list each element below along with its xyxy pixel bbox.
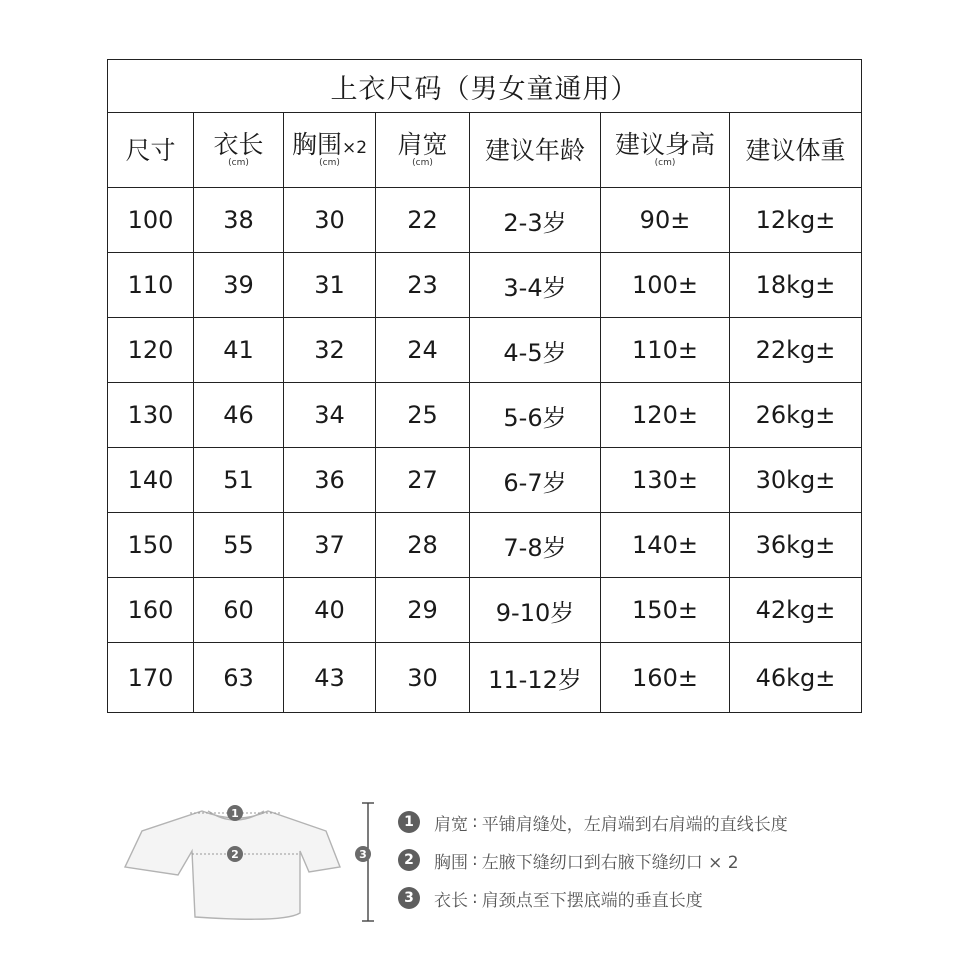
table-cell: 7-8岁 — [470, 513, 601, 578]
legend-description: 平铺肩缝处，左肩端到右肩端的直线长度 — [481, 814, 788, 835]
garment-diagram — [120, 795, 380, 935]
table-cell: 160 — [108, 578, 194, 643]
table-cell: 63 — [194, 643, 284, 713]
table-cell: 120± — [601, 383, 730, 448]
table-row — [108, 188, 862, 253]
marker-2 — [227, 846, 243, 862]
table-row — [108, 383, 862, 448]
table-cell: 32 — [284, 318, 376, 383]
table-cell: 30kg± — [730, 448, 862, 513]
table-cell: 22kg± — [730, 318, 862, 383]
header-label: 建议年龄 — [484, 135, 585, 165]
legend-description: 肩颈点至下摆底端的垂直长度 — [481, 890, 703, 911]
table-cell: 34 — [284, 383, 376, 448]
table-cell: 36kg± — [730, 513, 862, 578]
header-label: 胸围 — [291, 130, 342, 159]
shirt-outline — [125, 811, 340, 919]
header-label: 肩宽 — [397, 130, 448, 159]
marker-number: 3 — [359, 848, 367, 861]
table-cell: 12kg± — [730, 188, 862, 253]
marker-1 — [227, 805, 243, 821]
legend-separator: : — [472, 850, 478, 870]
header-multiplier: ×2 — [341, 138, 368, 158]
table-cell: 3-4岁 — [470, 253, 601, 318]
table-cell: 100± — [601, 253, 730, 318]
table-row — [108, 513, 862, 578]
table-cell: 55 — [194, 513, 284, 578]
table-title: 上衣尺码（男女童通用） — [108, 60, 862, 113]
table-cell: 30 — [284, 188, 376, 253]
table-cell: 11-12岁 — [470, 643, 601, 713]
table-cell: 42kg± — [730, 578, 862, 643]
table-cell: 140 — [108, 448, 194, 513]
header-label: 衣长 — [213, 130, 264, 159]
table-cell: 39 — [194, 253, 284, 318]
table-cell: 2-3岁 — [470, 188, 601, 253]
header-label: 尺寸 — [125, 135, 176, 165]
table-cell: 120 — [108, 318, 194, 383]
table-cell: 170 — [108, 643, 194, 713]
table-cell: 51 — [194, 448, 284, 513]
table-cell: 18kg± — [730, 253, 862, 318]
header-chest — [284, 113, 376, 188]
legend-number: 2 — [398, 849, 420, 871]
table-cell: 31 — [284, 253, 376, 318]
header-shoulder — [376, 113, 470, 188]
table-cell: 130 — [108, 383, 194, 448]
header-height — [601, 113, 730, 188]
table-cell: 38 — [194, 188, 284, 253]
header-row — [108, 113, 862, 188]
table-cell: 26kg± — [730, 383, 862, 448]
header-size — [108, 113, 194, 188]
table-row — [108, 318, 862, 383]
table-cell: 25 — [376, 383, 470, 448]
table-cell: 30 — [376, 643, 470, 713]
table-row — [108, 253, 862, 318]
header-label: 建议体重 — [745, 135, 846, 165]
header-unit: (cm) — [228, 158, 249, 168]
table-cell: 100 — [108, 188, 194, 253]
table-cell: 46kg± — [730, 643, 862, 713]
legend-number: 1 — [398, 811, 420, 833]
table-cell: 40 — [284, 578, 376, 643]
legend-item-length — [398, 885, 918, 911]
table-cell: 60 — [194, 578, 284, 643]
table-cell: 4-5岁 — [470, 318, 601, 383]
header-length — [194, 113, 284, 188]
table-cell: 37 — [284, 513, 376, 578]
legend-separator: : — [472, 888, 478, 908]
legend-item-shoulder — [398, 809, 918, 835]
table-cell: 24 — [376, 318, 470, 383]
legend-item-chest — [398, 847, 918, 873]
header-weight — [730, 113, 862, 188]
table-cell: 23 — [376, 253, 470, 318]
legend-term: 衣长 — [434, 890, 468, 911]
table-cell: 150± — [601, 578, 730, 643]
header-unit: (cm) — [412, 158, 433, 168]
table-cell: 36 — [284, 448, 376, 513]
marker-number: 2 — [231, 848, 239, 861]
legend-term: 肩宽 — [434, 814, 468, 835]
legend-description: 左腋下缝纫口到右腋下缝纫口 × 2 — [481, 852, 739, 873]
table-cell: 5-6岁 — [470, 383, 601, 448]
table-row — [108, 643, 862, 713]
table-cell: 9-10岁 — [470, 578, 601, 643]
table-cell: 46 — [194, 383, 284, 448]
header-unit: (cm) — [319, 158, 340, 168]
table-row — [108, 578, 862, 643]
table-cell: 110± — [601, 318, 730, 383]
table-cell: 90± — [601, 188, 730, 253]
table-cell: 160± — [601, 643, 730, 713]
legend-number: 3 — [398, 887, 420, 909]
size-table — [107, 59, 862, 713]
header-unit: (cm) — [654, 158, 676, 168]
table-cell: 43 — [284, 643, 376, 713]
header-age — [470, 113, 601, 188]
table-cell: 130± — [601, 448, 730, 513]
header-label: 建议身高 — [614, 130, 715, 159]
table-cell: 41 — [194, 318, 284, 383]
table-body — [108, 188, 862, 713]
table-cell: 6-7岁 — [470, 448, 601, 513]
table-cell: 29 — [376, 578, 470, 643]
legend-separator: : — [472, 812, 478, 832]
legend-term: 胸围 — [434, 852, 468, 873]
table-cell: 22 — [376, 188, 470, 253]
marker-3 — [355, 846, 371, 862]
table-cell: 27 — [376, 448, 470, 513]
table-cell: 150 — [108, 513, 194, 578]
marker-number: 1 — [231, 807, 239, 820]
table-row — [108, 448, 862, 513]
table-cell: 110 — [108, 253, 194, 318]
table-cell: 28 — [376, 513, 470, 578]
table-cell: 140± — [601, 513, 730, 578]
